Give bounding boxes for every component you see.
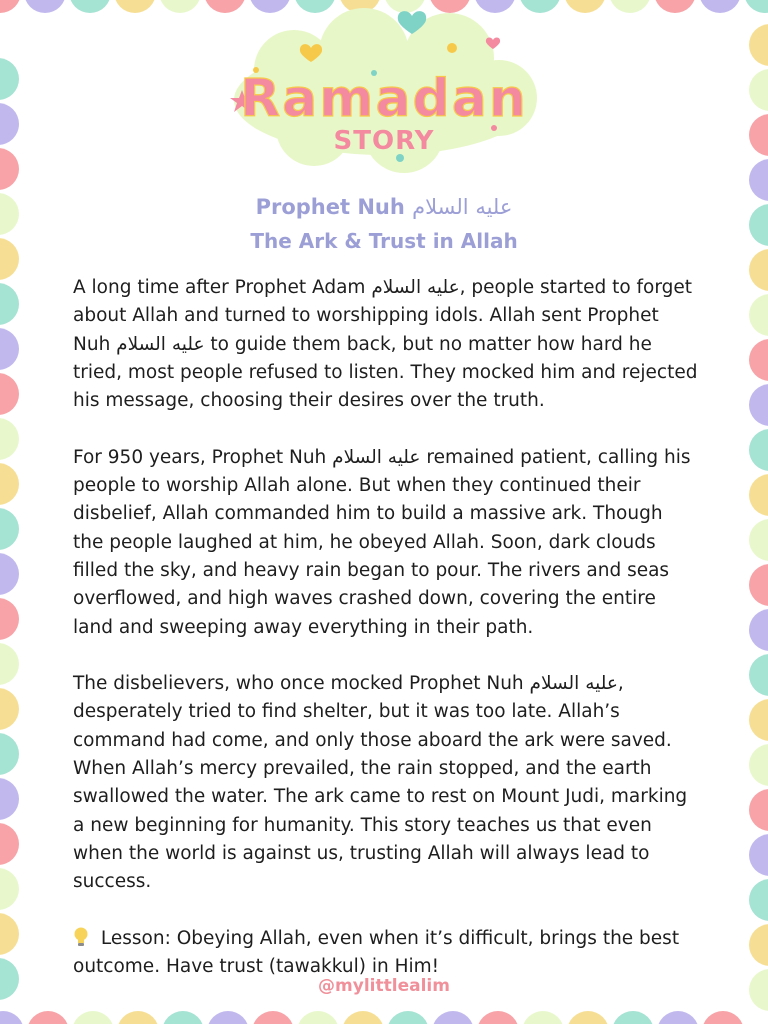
border-dot (297, 1011, 339, 1024)
border-dot (0, 0, 21, 13)
border-dot (0, 418, 19, 460)
border-dot (749, 564, 768, 606)
border-dot (612, 1011, 654, 1024)
border-dot (0, 778, 19, 820)
border-dot (749, 114, 768, 156)
border-dot (702, 1011, 744, 1024)
border-dot (0, 643, 19, 685)
lesson-text: Lesson: Obeying Allah, even when it’s difficult, brings the best outcome. Have trust (tawakkul) in Him! (73, 927, 680, 978)
story-paragraph: A long time after Prophet Adam عليه السلام, people started to forget about Allah and turned to worshipping idols. Allah sent Prophet Nuh عليه السلام to guide them back, but no matter how hard he tried, most people refused to listen. They mocked him and rejected his message, choosing their desires over the truth. (73, 277, 698, 412)
border-dot (749, 699, 768, 741)
border-dot (0, 328, 19, 370)
border-dot (0, 283, 19, 325)
border-dot (749, 519, 768, 561)
border-dot (749, 339, 768, 381)
lightbulb-icon (73, 928, 95, 949)
border-dot (609, 0, 651, 13)
story-subtitle: The Ark & Trust in Allah (250, 229, 518, 253)
border-dot (0, 103, 19, 145)
social-handle[interactable]: @mylittlealim (318, 976, 450, 996)
border-dot (24, 0, 66, 13)
border-dot (207, 1011, 249, 1024)
border-dot (657, 1011, 699, 1024)
border-dot (749, 609, 768, 651)
border-dot (0, 508, 19, 550)
border-dot (749, 789, 768, 831)
border-dot (749, 654, 768, 696)
border-dot (0, 688, 19, 730)
story-paragraph: The disbelievers, who once mocked Prophet Nuh عليه السلام, desperately tried to find shelter, but it was too late. Allah’s command had come, and only those aboard the ark were saved. When Allah’s mercy prevailed, the rain stopped, and the earth swallowed the water. The ark came to rest on Mount Judi, marking a new beginning for humanity. This story teaches us that even when the world is against us, trusting Allah will always lead to success. (73, 673, 688, 893)
story-paragraph: For 950 years, Prophet Nuh عليه السلام remained patient, calling his people to worship Allah alone. But when they continued their disbelief, Allah commanded him to build a massive ark. Though the people laughed at him, he obeyed Allah. Soon, dark clouds filled the sky, and heavy rain began to pour. The rivers and seas overflowed, and high waves crashed down, covering the entire land and sweeping away everything in their path. (73, 446, 691, 638)
border-dot (749, 69, 768, 111)
story-body (73, 274, 698, 1010)
border-dot (0, 58, 19, 100)
border-dot (27, 1011, 69, 1024)
prophet-name: Prophet Nuh (255, 195, 405, 219)
border-dot (72, 1011, 114, 1024)
border-dot (522, 1011, 564, 1024)
border-dot (749, 879, 768, 921)
story-title (0, 190, 768, 224)
logo-subtitle: STORY (333, 126, 435, 156)
border-dot (342, 1011, 384, 1024)
lesson (73, 925, 698, 982)
border-dot (117, 1011, 159, 1024)
border-dot (749, 744, 768, 786)
border-dot (0, 1011, 24, 1024)
border-dot (749, 24, 768, 66)
border-dot (0, 373, 19, 415)
border-dot (162, 1011, 204, 1024)
border-dot (252, 1011, 294, 1024)
border-dot (0, 868, 19, 910)
border-dot (0, 823, 19, 865)
border-dot (432, 1011, 474, 1024)
honorific: عليه السلام (412, 195, 513, 219)
border-dot (654, 0, 696, 13)
border-dot (0, 148, 19, 190)
border-dot (744, 0, 768, 13)
border-dot (749, 924, 768, 966)
border-dot (0, 598, 19, 640)
border-dot (0, 913, 19, 955)
border-dot (0, 463, 19, 505)
border-dot (749, 834, 768, 876)
border-dot (69, 0, 111, 13)
border-dot (567, 1011, 609, 1024)
ramadan-story-logo (224, 8, 544, 178)
border-dot (159, 0, 201, 13)
border-dot (749, 474, 768, 516)
logo-title: Ramadan (240, 69, 528, 129)
border-dot (114, 0, 156, 13)
border-dot (387, 1011, 429, 1024)
border-dot (0, 553, 19, 595)
border-dot (749, 384, 768, 426)
border-dot (564, 0, 606, 13)
border-dot (749, 429, 768, 471)
border-dot (477, 1011, 519, 1024)
story-header (0, 190, 768, 258)
border-dot (749, 294, 768, 336)
border-dot (699, 0, 741, 13)
border-dot (0, 733, 19, 775)
